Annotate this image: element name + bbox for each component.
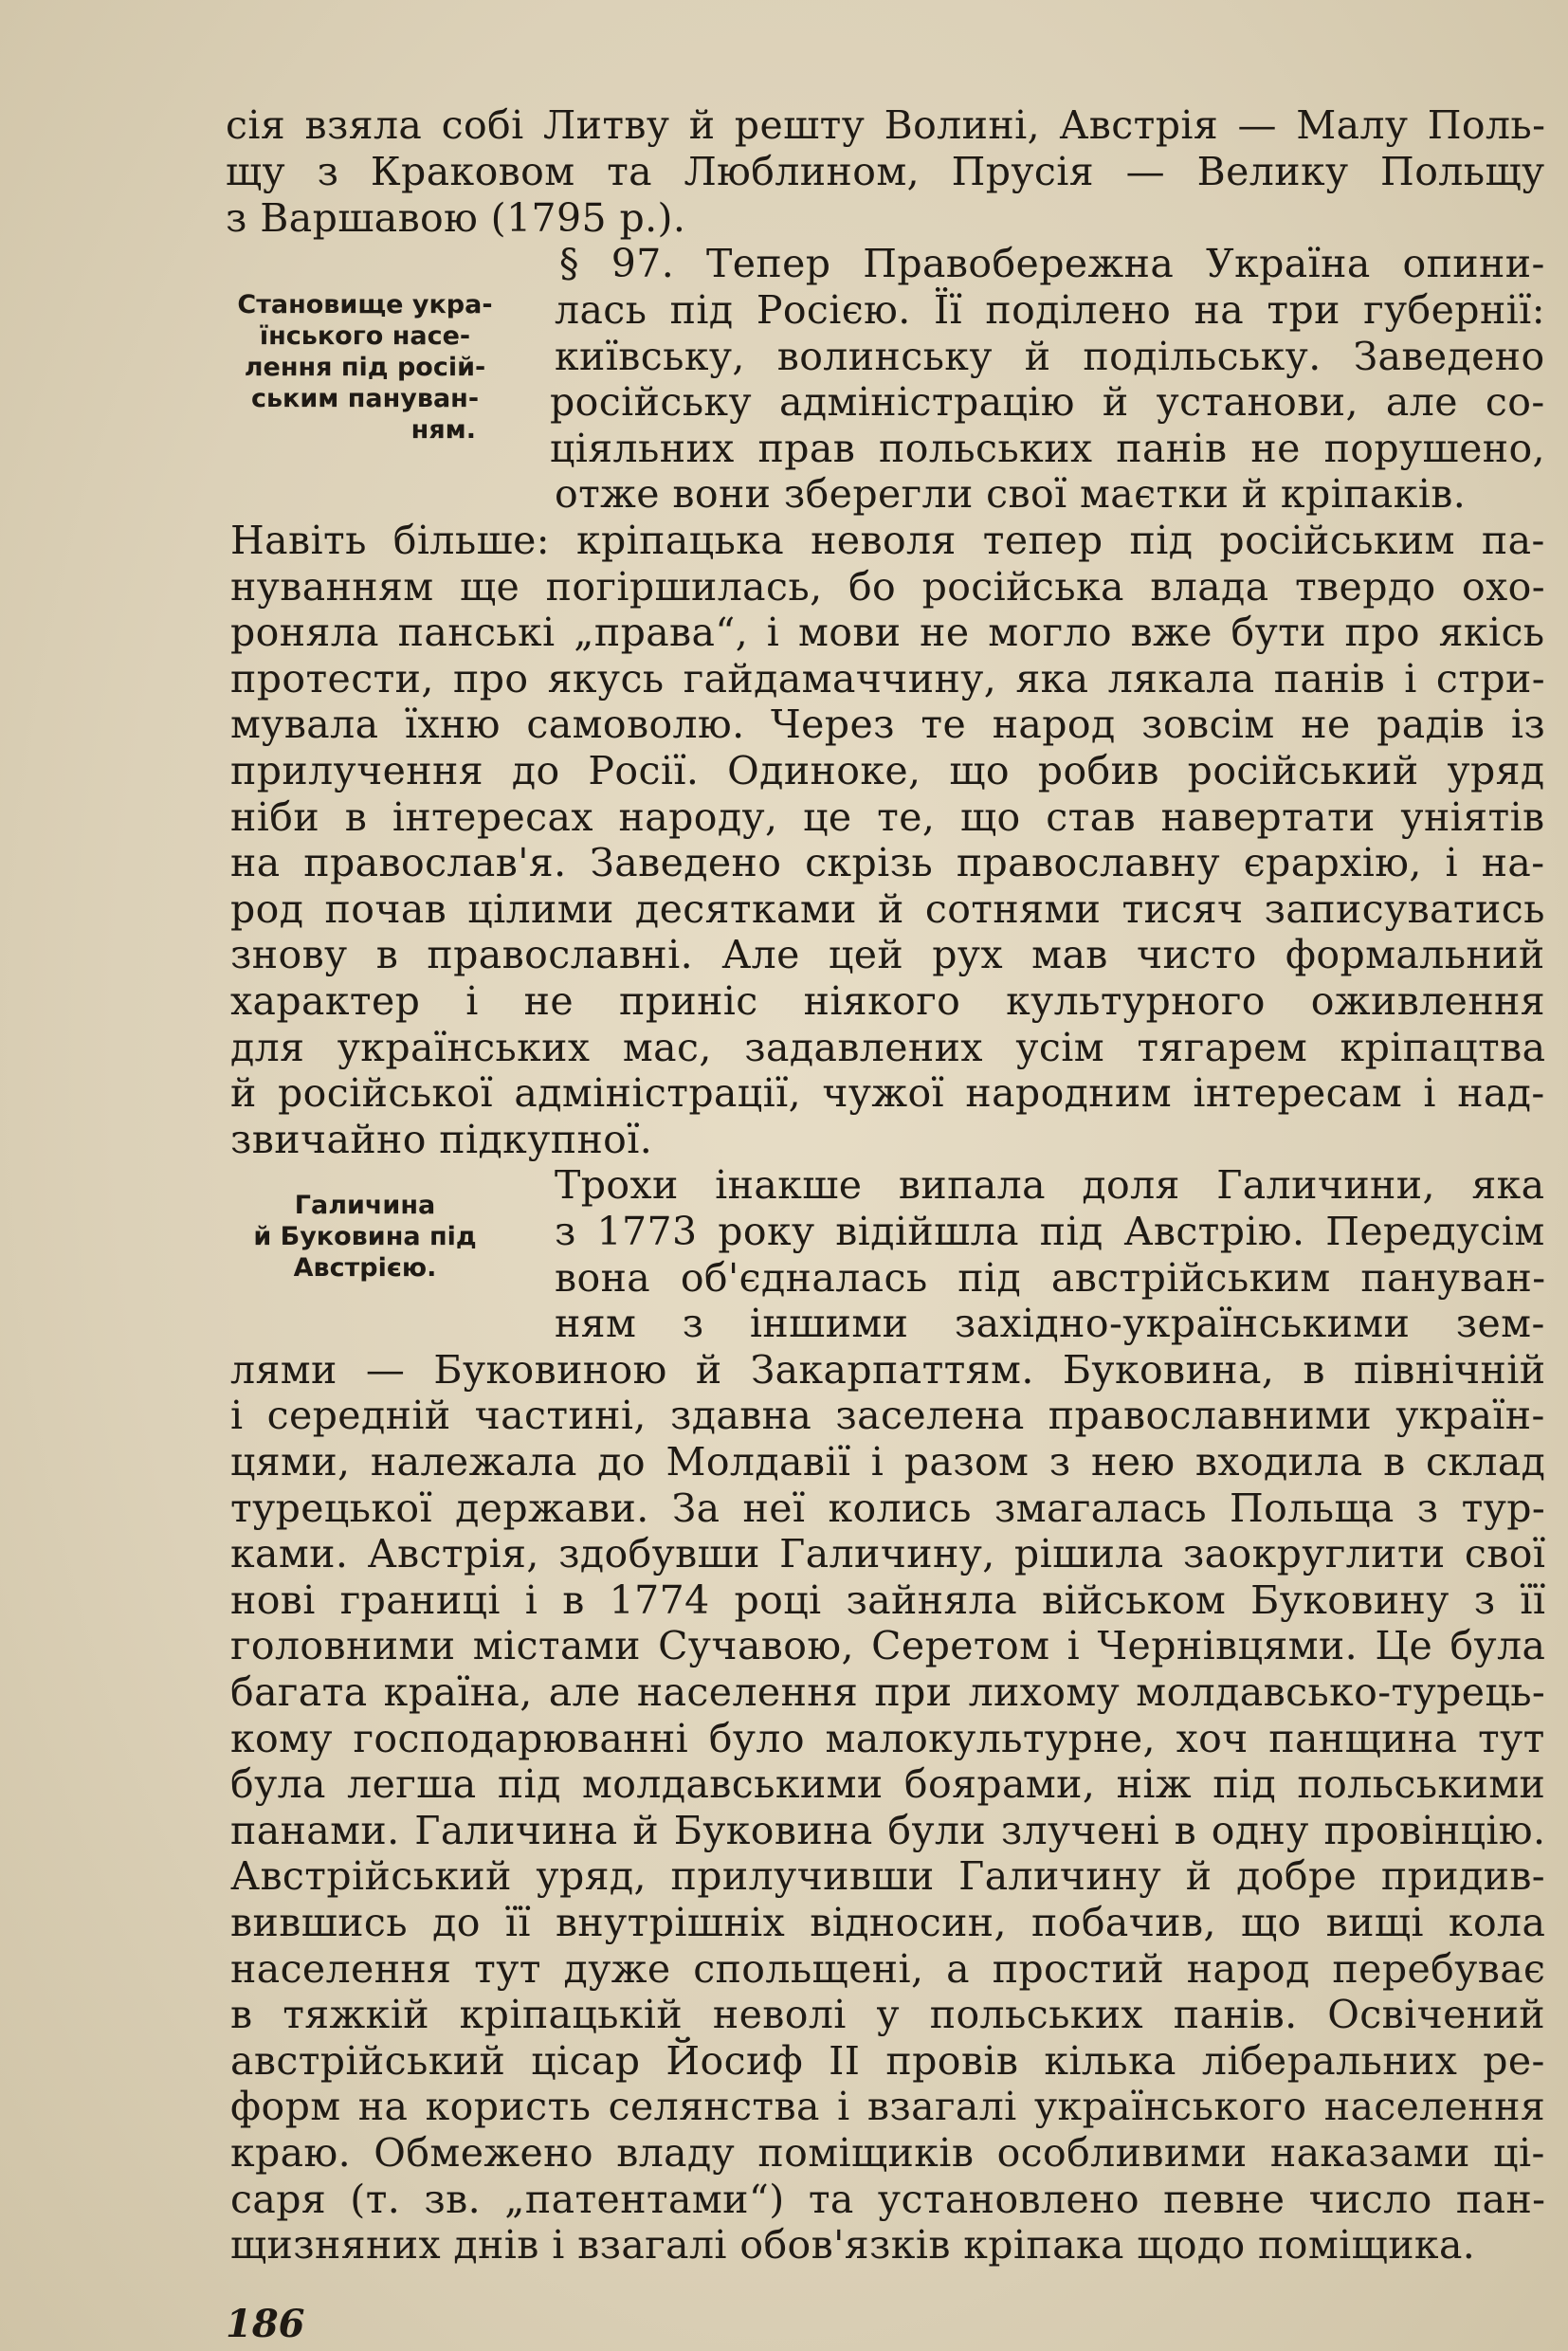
sidenote-line: Становище укра-: [237, 290, 493, 319]
text-line: характер і не приніс ніякого культурного оживлення: [230, 978, 1546, 1024]
text-line: ніби в інтересах народу, це те, що став навертати уніятів: [230, 794, 1545, 840]
sidenote-line: їнського насе-: [259, 321, 471, 351]
text-line: панами. Галичина й Буковина були злучені в одну провінцію.: [230, 1808, 1546, 1853]
text-line: саря (т. зв. „патентами“) та установлено певне число пан-: [230, 2177, 1546, 2222]
text-line: § 97. Тепер Правобережна Україна опини-: [559, 241, 1545, 286]
sidenote-line: ням.: [410, 415, 476, 445]
text-line: ням з іншими західно-українськими зем-: [555, 1301, 1545, 1346]
text-line: лась під Росією. Її поділено на три губернії:: [555, 287, 1545, 333]
text-line: Навіть більше: кріпацька неволя тепер під російським па-: [230, 518, 1545, 563]
text-line: київську, волинську й подільську. Заведено: [555, 334, 1545, 379]
sidenote-line: Галичина: [294, 1191, 436, 1220]
text-line: нуванням ще погіршилась, бо російська влада твердо охо-: [230, 564, 1545, 610]
text-line: протести, про якусь гайдамаччину, яка лякала панів і стри-: [230, 656, 1545, 702]
text-line: прилучення до Росії. Одиноке, що робив російський уряд: [230, 748, 1545, 793]
page-number: 186: [226, 2302, 305, 2346]
text-line: багата країна, але населення при лихому молдавсько-турець-: [230, 1669, 1546, 1715]
text-line: форм на користь селянства і взагалі українського населення: [230, 2084, 1546, 2129]
text-line: сія взяла собі Литву й решту Волині, Австрія — Малу Поль-: [226, 102, 1546, 148]
text-line: роняла панські „права“, і мови не могло вже бути про якісь: [230, 610, 1545, 655]
text-line: звичайно підкупної.: [230, 1117, 653, 1162]
text-line: російську адміністрацію й установи, але со-: [550, 379, 1545, 425]
text-line: в тяжкій кріпацькій неволі у польських панів. Освічений: [230, 1992, 1545, 2037]
text-line: щизняних днів і взагалі обов'язків кріпака щодо поміщика.: [230, 2222, 1476, 2268]
text-line: Трохи інакше випала доля Галичини, яка: [555, 1162, 1545, 1208]
text-line: ками. Австрія, здобувши Галичину, рішила заокруглити свої: [230, 1531, 1546, 1576]
text-line: була легша під молдавськими боярами, ніж під польськими: [230, 1761, 1546, 1807]
text-line: й російської адміністрації, чужої народним інтересам і над-: [230, 1070, 1545, 1116]
text-line: з Варшавою (1795 р.).: [226, 195, 686, 241]
sidenote-line: ським пануван-: [250, 384, 480, 413]
sidenote-galicia-bukovina: [209, 1190, 521, 1284]
text-line: для українських мас, задавлених усім тягарем кріпацтва: [230, 1025, 1546, 1070]
text-line: кому господарюванні було малокультурне, хоч панщина тут: [230, 1716, 1545, 1761]
text-line: головними містами Сучавою, Серетом і Чернівцями. Це була: [230, 1623, 1546, 1668]
text-line: нові границі і в 1774 році зайняла військом Буковину з її: [230, 1577, 1546, 1623]
text-line: ціяльних прав польських панів не порушено,: [550, 426, 1545, 471]
sidenote-line: Австрією.: [293, 1253, 437, 1283]
text-line: з 1773 року відійшла під Австрію. Передусім: [555, 1209, 1545, 1254]
text-line: австрійський цісар Йосиф II провів кілька ліберальних ре-: [230, 2038, 1545, 2084]
text-line: краю. Обмежено владу поміщиків особливими наказами ці-: [230, 2130, 1545, 2176]
text-line: щу з Краковом та Люблином, Прусія — Велику Польщу: [226, 149, 1545, 194]
text-line: отже вони зберегли свої маєтки й кріпаків.: [555, 471, 1467, 517]
sidenote-line: й Буковина під: [253, 1222, 477, 1251]
text-line: род почав цілими десятками й сотнями тисяч записуватись: [230, 886, 1545, 932]
text-line: населення тут дуже спольщені, а простий народ перебуває: [230, 1946, 1546, 1992]
text-line: на православ'я. Заведено скрізь православну єрархію, і на-: [230, 840, 1545, 885]
text-line: і середній частині, здавна заселена православними україн-: [230, 1393, 1545, 1438]
text-line: знову в православні. Але цей рух мав чисто формальний: [230, 932, 1545, 977]
text-line: цями, належала до Молдавії і разом з нею входила в склад: [230, 1439, 1546, 1485]
text-line: вона об'єдналась під австрійським пануван-: [555, 1255, 1546, 1301]
sidenote-ukrainian-population: [209, 289, 521, 446]
text-line: мувала їхню самоволю. Через те народ зовсім не радів із: [230, 702, 1546, 747]
text-line: Австрійський уряд, прилучивши Галичину й добре придив-: [230, 1853, 1546, 1899]
sidenote-line: лення під росій-: [244, 353, 486, 382]
text-line: турецької держави. За неї колись змагалась Польща з тур-: [230, 1485, 1546, 1531]
text-line: вившись до її внутрішніх відносин, побачив, що вищі кола: [230, 1900, 1546, 1945]
text-line: лями — Буковиною й Закарпаттям. Буковина, в північній: [230, 1347, 1546, 1393]
